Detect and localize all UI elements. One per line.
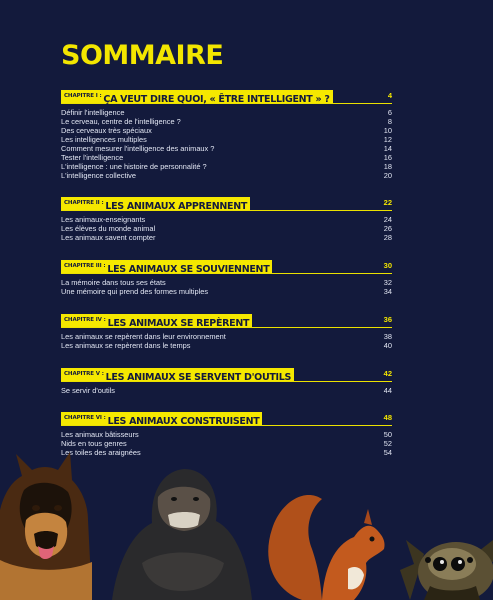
chapter-prefix: CHAPITRE V : xyxy=(64,371,106,377)
entry-page-number: 40 xyxy=(383,341,392,350)
chapter-prefix: CHAPITRE III : xyxy=(64,263,108,269)
toc-entry xyxy=(61,144,392,153)
toc-entry xyxy=(61,117,392,126)
chapter-2 xyxy=(61,196,392,242)
chapter-entries xyxy=(61,108,392,180)
chapter-heading xyxy=(61,367,392,382)
chapter-label xyxy=(61,197,250,210)
chimpanzee-image xyxy=(112,453,252,600)
chapter-3 xyxy=(61,259,392,296)
toc-entry xyxy=(61,126,392,135)
entry-page-number: 20 xyxy=(383,171,392,180)
toc-entry xyxy=(61,278,392,287)
toc-entry xyxy=(61,287,392,296)
chapter-entries xyxy=(61,332,392,350)
entry-label: Se servir d'outils xyxy=(61,386,115,395)
entry-label: L'intelligence collective xyxy=(61,171,136,180)
entry-label: Des cerveaux très spéciaux xyxy=(61,126,152,135)
entry-label: Tester l'intelligence xyxy=(61,153,124,162)
chapter-heading xyxy=(61,89,392,104)
chapter-label xyxy=(61,314,252,327)
toc-entry xyxy=(61,332,392,341)
entry-label: Le cerveau, centre de l'intelligence ? xyxy=(61,117,181,126)
chapter-prefix: CHAPITRE IV : xyxy=(64,317,108,323)
entry-label: La mémoire dans tous ses états xyxy=(61,278,166,287)
animal-illustrations xyxy=(0,435,493,600)
chapter-title: LES ANIMAUX SE REPÈRENT xyxy=(107,318,250,329)
chapter-title: LES ANIMAUX APPRENNENT xyxy=(105,201,248,212)
entry-label: Les élèves du monde animal xyxy=(61,224,156,233)
toc-entry xyxy=(61,135,392,144)
entry-page-number: 52 xyxy=(383,439,392,448)
toc-entry xyxy=(61,233,392,242)
entry-page-number: 6 xyxy=(387,108,392,117)
chapter-title: LES ANIMAUX SE SOUVIENNENT xyxy=(107,264,270,275)
chapter-label xyxy=(61,260,272,273)
chapter-prefix: CHAPITRE I : xyxy=(64,93,104,99)
entry-label: Définir l'intelligence xyxy=(61,108,125,117)
entry-label: Une mémoire qui prend des formes multiples xyxy=(61,287,209,296)
page-title: SOMMAIRE xyxy=(61,40,224,71)
chapter-page-number: 36 xyxy=(383,315,392,324)
toc-entry xyxy=(61,341,392,350)
entry-label: Les animaux se repèrent dans le temps xyxy=(61,341,191,350)
entry-page-number: 8 xyxy=(387,117,392,126)
chapter-page-number: 42 xyxy=(383,369,392,378)
chapter-prefix: CHAPITRE VI : xyxy=(64,415,108,421)
entry-page-number: 24 xyxy=(383,215,392,224)
chapter-heading xyxy=(61,411,392,426)
entry-page-number: 34 xyxy=(383,287,392,296)
chapter-entries xyxy=(61,386,392,395)
toc-entry xyxy=(61,153,392,162)
entry-label: Les toiles des araignées xyxy=(61,448,141,457)
squirrel-image xyxy=(262,479,392,600)
toc-entry xyxy=(61,108,392,117)
entry-page-number: 26 xyxy=(383,224,392,233)
entry-page-number: 14 xyxy=(383,144,392,153)
entry-label: Les animaux-enseignants xyxy=(61,215,146,224)
entry-page-number: 10 xyxy=(383,126,392,135)
chapter-title: ÇA VEUT DIRE QUOI, « ÊTRE INTELLIGENT » ? xyxy=(103,94,330,105)
chapter-4 xyxy=(61,313,392,350)
chapter-prefix: CHAPITRE II : xyxy=(64,200,106,206)
entry-label: Nids en tous genres xyxy=(61,439,127,448)
entry-page-number: 18 xyxy=(383,162,392,171)
entry-label: Les animaux se repèrent dans leur environnement xyxy=(61,332,226,341)
chapter-5 xyxy=(61,367,392,395)
entry-page-number: 44 xyxy=(383,386,392,395)
entry-label: Les animaux savent compter xyxy=(61,233,156,242)
chapter-title: LES ANIMAUX SE SERVENT D'OUTILS xyxy=(105,372,292,383)
entry-label: Comment mesurer l'intelligence des animaux ? xyxy=(61,144,215,153)
chapter-1 xyxy=(61,89,392,180)
entry-page-number: 50 xyxy=(383,430,392,439)
dog-image xyxy=(0,450,92,600)
entry-label: Les intelligences multiples xyxy=(61,135,147,144)
entry-label: L'intelligence : une histoire de personnalité ? xyxy=(61,162,207,171)
toc-entry xyxy=(61,162,392,171)
entry-page-number: 12 xyxy=(383,135,392,144)
chapter-heading xyxy=(61,196,392,211)
chapter-entries xyxy=(61,278,392,296)
toc-entry xyxy=(61,224,392,233)
chapter-title: LES ANIMAUX CONSTRUISENT xyxy=(107,416,260,427)
chapter-page-number: 22 xyxy=(383,198,392,207)
spider-image xyxy=(400,500,493,600)
entry-page-number: 54 xyxy=(383,448,392,457)
chapter-page-number: 48 xyxy=(383,413,392,422)
entry-label: Les animaux bâtisseurs xyxy=(61,430,139,439)
chapter-page-number: 30 xyxy=(383,261,392,270)
toc-entry xyxy=(61,215,392,224)
toc-entry xyxy=(61,171,392,180)
entry-page-number: 16 xyxy=(383,153,392,162)
entry-page-number: 38 xyxy=(383,332,392,341)
entry-page-number: 28 xyxy=(383,233,392,242)
chapter-label xyxy=(61,412,262,425)
chapter-page-number: 4 xyxy=(387,91,392,100)
chapter-entries xyxy=(61,215,392,242)
chapter-heading xyxy=(61,259,392,274)
chapter-label xyxy=(61,368,294,381)
chapter-label xyxy=(61,90,333,103)
toc-entry xyxy=(61,386,392,395)
entry-page-number: 32 xyxy=(383,278,392,287)
chapter-heading xyxy=(61,313,392,328)
